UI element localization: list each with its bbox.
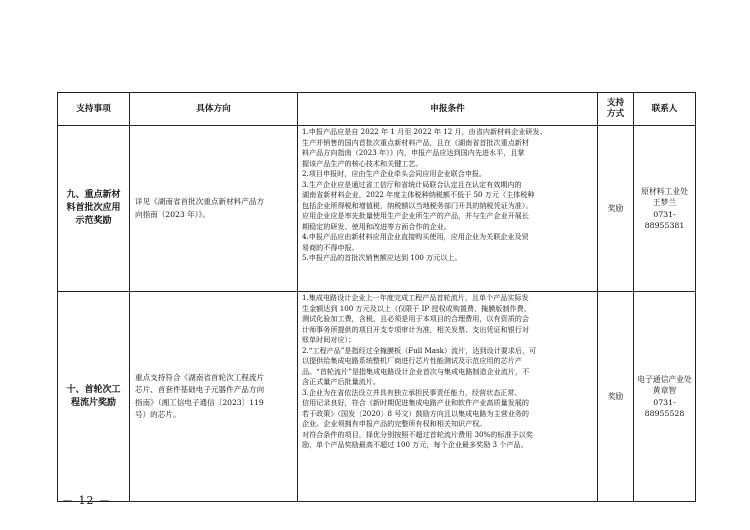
header-support-item: 支持事项 bbox=[58, 93, 130, 126]
header-support-way bbox=[598, 93, 634, 126]
condition-line: 品。“首轮流片”是指集成电路设计企业首次与集成电路制造企业流片，不 bbox=[302, 366, 530, 376]
condition-line: 应用企业应是率先批量使用生产企业所生产的产品，并与生产企业开展长 bbox=[302, 211, 529, 220]
table-header-row bbox=[58, 93, 696, 126]
condition-line: 5.申报产品的首批次销售额应达到 100 万元以上。 bbox=[302, 253, 462, 262]
condition-line: 4.申报产品应由新材料应用企业直接购买使用，应用企业为关联企业及贸 bbox=[302, 232, 529, 241]
conditions-cell bbox=[298, 292, 598, 502]
condition-line: 3.生产企业应是通过省工信厅和省统计局联合认定且在认定有效期内的 bbox=[302, 179, 522, 189]
table-row bbox=[58, 126, 696, 292]
contact-person: 王梦兰 bbox=[652, 198, 677, 207]
support-way-cell: 奖励 bbox=[598, 126, 634, 292]
support-way-cell: 奖励 bbox=[598, 292, 634, 502]
header-direction: 具体方向 bbox=[130, 93, 298, 126]
condition-line: 计师事务所提供的项目开支专项审计为准，相关发票、支出凭证和银行对 bbox=[302, 324, 529, 334]
condition-line: 期稳定的研发、使用和改进等方面合作的企业。 bbox=[302, 221, 451, 231]
contact-phone: 0731-88955381 bbox=[644, 209, 685, 230]
conditions-cell bbox=[298, 126, 598, 292]
contact-department: 原材料工业处 bbox=[641, 186, 688, 196]
contact-person: 黄章智 bbox=[652, 386, 677, 395]
page-number: － 12 － bbox=[62, 494, 111, 507]
header-support-way-line: 支持 bbox=[606, 98, 625, 108]
condition-line: 账单时间对应）； bbox=[302, 335, 356, 344]
contact-department: 电子通信产业处 bbox=[637, 374, 692, 384]
contact-phone: 0731-88955528 bbox=[644, 397, 685, 418]
condition-line: 包括企业所得税和增值税，纳税额以当地税务部门开具的纳税凭证为准）。 bbox=[302, 200, 533, 210]
condition-line: 1.集成电路设计企业上一年度完成工程产品首轮流片，且单个产品实际发 bbox=[302, 293, 529, 302]
condition-line: 若干政策》（国发〔2020〕8 号文）鼓励方向且以集成电路为主营业务的 bbox=[302, 408, 529, 418]
condition-line: 含正式量产后批量流片。 bbox=[302, 377, 381, 386]
direction-line: 芯片、首套件基础电子元器件产品方向 bbox=[135, 385, 265, 394]
condition-line: 信用记录良好，符合《新时期促进集成电路产业和软件产业高质量发展的 bbox=[302, 398, 529, 407]
direction-line: 指南》（湘工信电子通信〔2023〕119 bbox=[135, 397, 264, 407]
direction-line: 向指南（2023 年）》。 bbox=[135, 209, 210, 219]
support-item-cell bbox=[58, 292, 130, 502]
condition-line: 湖南省新材料企业，2022 年度主体税种纳税额不低于 50 万元（主体税种 bbox=[302, 190, 535, 199]
support-item-line: 示范奖励 bbox=[75, 216, 112, 226]
condition-line: 生产并销售的国内首批次重点新材料产品，且在《湖南省首批次重点新材 bbox=[302, 137, 529, 147]
condition-line: 励，单个产品奖励最高不超过 100 万元，每个企业最多奖励 3 个产品。 bbox=[302, 440, 528, 449]
header-support-way-line: 方式 bbox=[606, 109, 625, 119]
condition-line: 以提供给集成电路系统整机厂商进行芯片性能测试及示范应用的芯片产 bbox=[302, 356, 522, 365]
policy-table bbox=[57, 92, 696, 502]
condition-line: 测试化验加工费，含税，且必须是用于本项目的合理费用，以有资质的会 bbox=[302, 314, 529, 323]
header-conditions: 申报条件 bbox=[298, 93, 598, 126]
support-item-line: 十、首轮次工 bbox=[66, 384, 121, 395]
condition-line: 3.企业为在省依法设立并具有独立承担民事责任能力，经营状态正常、 bbox=[302, 387, 522, 397]
condition-line: 对符合条件的项目，择优分别按照不超过首轮流片费用 30%的标准予以奖 bbox=[302, 429, 533, 439]
contact-cell bbox=[634, 292, 696, 502]
support-item-line: 料首批次应用 bbox=[66, 203, 121, 213]
direction-line: 重点支持符合《湖南省首轮次工程流片 bbox=[135, 372, 265, 382]
condition-line: 握该产品生产的核心技术和关键工艺。 bbox=[302, 158, 423, 168]
condition-line: 企业。企业须拥有申报产品的完整所有权和相关知识产权。 bbox=[302, 419, 487, 428]
header-contact: 联系人 bbox=[634, 93, 696, 126]
condition-line: 2.“工程产品”是指经过全掩膜板（Full Mask）流片，达到设计要求后，可 bbox=[302, 345, 537, 355]
table-row bbox=[58, 292, 696, 502]
support-item-line: 程流片奖励 bbox=[70, 397, 116, 408]
direction-cell bbox=[130, 126, 298, 292]
contact-cell bbox=[634, 126, 696, 292]
support-item-line: 九、重点新材 bbox=[66, 190, 121, 200]
condition-line: 生金额达到 100 万元及以上（仅限于 IP 授权或购置费、掩膜版制作费、 bbox=[302, 303, 531, 313]
condition-line: 1.申报产品应是自 2022 年 1 月至 2022 年 12 月，由省内新材料企业研发、 bbox=[302, 127, 547, 136]
direction-cell bbox=[130, 292, 298, 502]
condition-line: 2.项目申报时，应由生产企业牵头会同应用企业联合申报。 bbox=[302, 169, 487, 178]
condition-line: 料产品方向指南（2023 年）》内，申报产品应达到国内先进水平，且掌 bbox=[302, 148, 525, 157]
support-item-cell bbox=[58, 126, 130, 292]
condition-line: 易商的不得申报。 bbox=[302, 242, 359, 252]
direction-line: 详见《湖南省首批次重点新材料产品方 bbox=[135, 197, 265, 206]
direction-line: 号）的芯片。 bbox=[135, 410, 181, 419]
